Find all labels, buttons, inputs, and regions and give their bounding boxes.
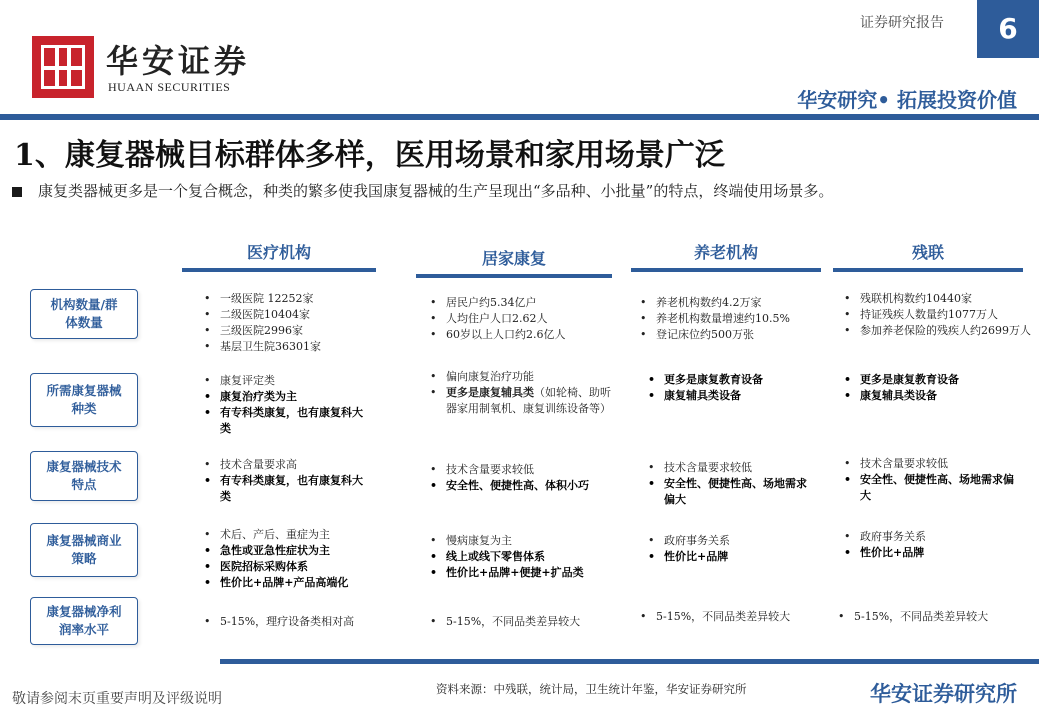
column-header-label: 医疗机构	[246, 243, 311, 262]
cell-types-disability-federation	[838, 372, 1028, 404]
list-item: • 60岁以上人口约2.6亿人	[424, 327, 614, 343]
column-header-home	[416, 244, 612, 278]
column-header-label: 居家康复	[481, 249, 546, 268]
row-label-tech-features	[30, 451, 138, 501]
list-item: • 技术含量要求较低	[642, 460, 817, 476]
list-item: • 康复评定类	[198, 373, 368, 389]
page-title: 1、康复器械目标群体多样，医用场景和家用场景广泛	[14, 138, 725, 173]
cell-strategy-home	[424, 533, 604, 581]
list-item: • 安全性、便捷性高、体积小巧	[424, 478, 599, 494]
cell-quantity-home	[424, 295, 614, 343]
list-item-rest: （如轮椅、助听器家用制氧机、康复训练设备等）	[446, 386, 611, 415]
list-item: • 偏向康复治疗功能	[424, 369, 614, 385]
column-header-bar	[833, 268, 1023, 272]
row-label-line: 康复器械净利	[46, 604, 122, 619]
row-label-quantity	[30, 289, 138, 339]
column-header-elderly-care	[631, 238, 821, 272]
brand-name-cn: 华安证券	[106, 42, 251, 80]
list-item: • 线上或线下零售体系	[424, 549, 604, 565]
list-item: • 安全性、便捷性高、场地需求偏大	[838, 472, 1018, 504]
row-label-line: 所需康复器械	[46, 383, 122, 398]
list-item: • 5-15%，不同品类差异较大	[424, 614, 624, 630]
list-item: • 技术含量要求高	[198, 457, 368, 473]
list-item: • 一级医院 12252家	[198, 291, 388, 307]
list-item	[424, 385, 614, 417]
list-item: • 技术含量要求较低	[424, 462, 599, 478]
list-item: • 登记床位约500万张	[634, 327, 829, 343]
list-item: • 术后、产后、重症为主	[198, 527, 398, 543]
footer-source: 资料来源：中残联，统计局，卫生统计年鉴，华安证券研究所	[436, 682, 747, 696]
list-item: • 性价比+品牌+便捷+扩品类	[424, 565, 604, 581]
cell-quantity-elderly-care	[634, 295, 829, 343]
list-item: • 政府事务关系	[838, 529, 1018, 545]
row-label-line: 体数量	[65, 315, 103, 330]
row-label-line: 特点	[71, 477, 97, 492]
list-item: • 康复辅具类设备	[838, 388, 1028, 404]
huaan-logo-icon	[32, 36, 94, 98]
cell-margin-elderly-care	[634, 609, 834, 625]
list-item: • 5-15%，理疗设备类相对高	[198, 614, 403, 630]
cell-strategy-medical	[198, 527, 398, 591]
footer-disclaimer: 敬请参阅末页重要声明及评级说明	[12, 691, 222, 707]
cell-tech-medical	[198, 457, 368, 505]
list-item: • 更多是康复教育设备	[642, 372, 822, 388]
list-item: • 基层卫生院36301家	[198, 339, 388, 355]
list-item: • 有专科类康复，也有康复科大类	[198, 473, 368, 505]
list-item: • 残联机构数约10440家	[838, 291, 1033, 307]
cell-tech-disability-federation	[838, 456, 1018, 504]
list-item: • 三级医院2996家	[198, 323, 388, 339]
row-label-line: 策略	[71, 551, 97, 566]
list-item: • 政府事务关系	[642, 533, 822, 549]
header-divider	[0, 114, 1039, 120]
list-item: • 有专科类康复，也有康复科大类	[198, 405, 368, 437]
list-item: • 康复辅具类设备	[642, 388, 822, 404]
list-item: • 康复治疗类为主	[198, 389, 368, 405]
cell-tech-home	[424, 462, 599, 494]
cell-quantity-medical	[198, 291, 388, 355]
footer-brand: 华安证券研究所	[870, 682, 1017, 706]
list-item: • 参加养老保险的残疾人约2699万人	[838, 323, 1033, 339]
list-item: • 性价比+品牌+产品高端化	[198, 575, 398, 591]
column-header-bar	[182, 268, 376, 272]
row-label-business-strategy	[30, 523, 138, 577]
list-item-strong: 更多是康复辅具类	[446, 386, 534, 399]
report-type: 证券研究报告	[860, 15, 944, 31]
list-item: • 性价比+品牌	[838, 545, 1018, 561]
row-label-line: 康复器械技术	[46, 459, 122, 474]
cell-margin-medical	[198, 614, 403, 630]
header-slogan: 华安研究• 拓展投资价值	[797, 88, 1017, 112]
list-item: • 养老机构数约4.2万家	[634, 295, 829, 311]
column-header-disability-federation	[833, 238, 1023, 272]
row-label-line: 康复器械商业	[46, 533, 122, 548]
cell-tech-elderly-care	[642, 460, 817, 508]
square-bullet-icon	[12, 187, 22, 197]
cell-margin-disability-federation	[832, 609, 1032, 625]
row-label-line: 润率水平	[58, 622, 109, 637]
list-item: • 医院招标采购体系	[198, 559, 398, 575]
list-item: • 技术含量要求较低	[838, 456, 1018, 472]
row-label-device-types	[30, 373, 138, 427]
column-header-bar	[631, 268, 821, 272]
row-label-line: 种类	[71, 401, 97, 416]
intro-text: 康复类器械更多是一个复合概念，种类的繁多使我国康复器械的生产呈现出“多品种、小批量”的特点，终端使用场景多。	[38, 182, 834, 200]
column-header-bar	[416, 274, 612, 278]
row-label-line: 机构数量/群	[50, 297, 118, 312]
column-header-medical	[182, 238, 376, 272]
list-item: • 居民户约5.34亿户	[424, 295, 614, 311]
cell-types-medical	[198, 373, 368, 437]
list-item: • 5-15%，不同品类差异较大	[832, 609, 1032, 625]
list-item: • 养老机构数量增速约10.5%	[634, 311, 829, 327]
list-item: • 安全性、便捷性高、场地需求偏大	[642, 476, 817, 508]
row-label-net-margin	[30, 597, 138, 645]
list-item: • 更多是康复教育设备	[838, 372, 1028, 388]
column-header-label: 残联	[911, 243, 944, 262]
cell-quantity-disability-federation	[838, 291, 1033, 339]
brand-name-en: HUAAN SECURITIES	[108, 80, 231, 94]
list-item: • 5-15%，不同品类差异较大	[634, 609, 834, 625]
list-item: • 持证残疾人数量约1077万人	[838, 307, 1033, 323]
cell-margin-home	[424, 614, 624, 630]
cell-strategy-disability-federation	[838, 529, 1018, 561]
list-item: • 急性或亚急性症状为主	[198, 543, 398, 559]
list-item: • 人均住户人口2.62人	[424, 311, 614, 327]
list-item: • 性价比+品牌	[642, 549, 822, 565]
cell-types-home	[424, 369, 614, 417]
list-item: • 慢病康复为主	[424, 533, 604, 549]
list-item: • 二级医院10404家	[198, 307, 388, 323]
cell-types-elderly-care	[642, 372, 822, 404]
page-number: 6	[977, 0, 1039, 58]
cell-strategy-elderly-care	[642, 533, 822, 565]
footer-divider	[220, 659, 1039, 664]
column-header-label: 养老机构	[693, 243, 758, 262]
